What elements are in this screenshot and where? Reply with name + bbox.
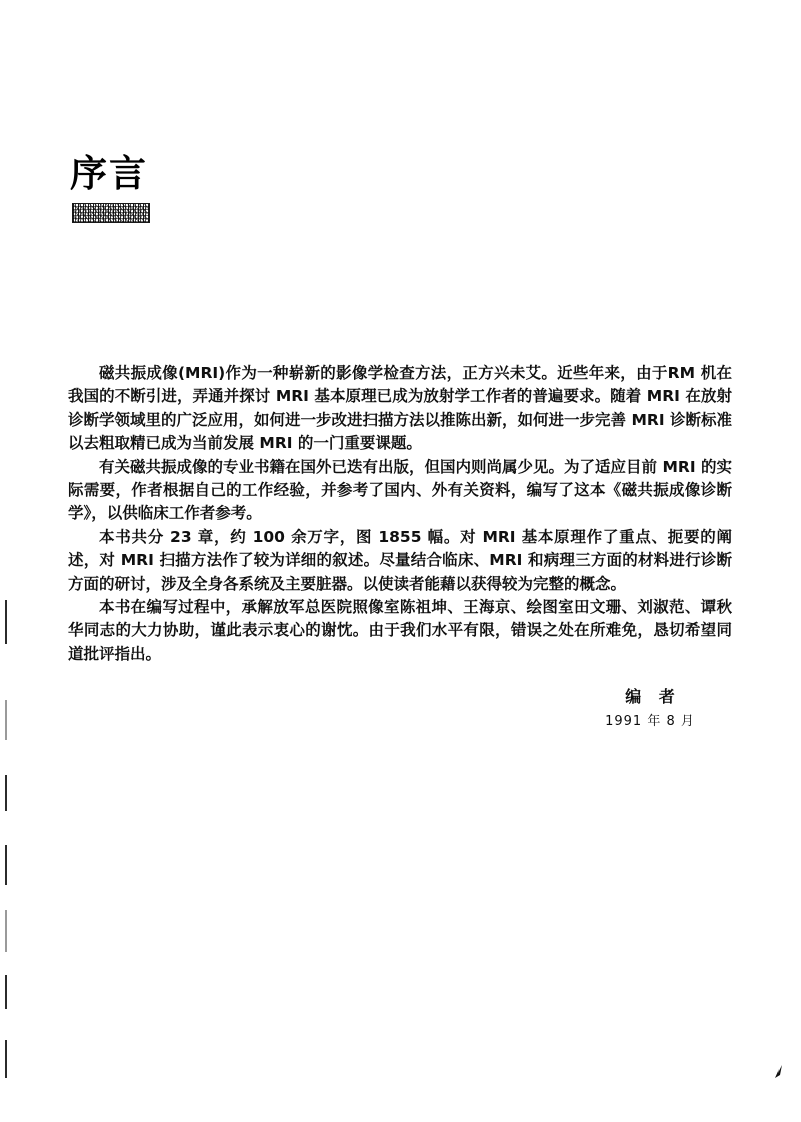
margin-mark-5 xyxy=(5,910,7,952)
signature-author: 编 者 xyxy=(625,687,681,706)
margin-mark-1 xyxy=(5,600,7,644)
paragraph-3: 本书共分 23 章，约 100 余万字，图 1855 幅。对 MRI 基本原理作了重点、扼要的阐述，对 MRI 扫描方法作了较为详细的叙述。尽量结合临床、MRI 和病理三方面的材料进行诊断方面的研讨，涉及全身各系统及主要脏器。以使读者能藉以获得较为完整的概念。 xyxy=(68,527,732,593)
speck-icon xyxy=(774,1065,783,1079)
page-title: 序言 xyxy=(70,152,148,195)
preface-body xyxy=(68,362,732,666)
margin-mark-7 xyxy=(5,1040,7,1078)
margin-mark-4 xyxy=(5,845,7,885)
signature-date: 1991 年 8 月 xyxy=(605,714,695,729)
margin-mark-3 xyxy=(5,775,7,811)
title-block xyxy=(70,152,330,196)
margin-mark-6 xyxy=(5,975,7,1009)
scanned-stamp-artifact xyxy=(72,203,150,223)
signature-block xyxy=(560,686,740,732)
paragraph-1: 磁共振成像(MRI)作为一种崭新的影像学检查方法，正方兴未艾。近些年来，由于RM 机在我国的不断引进，弄通并探讨 MRI 基本原理已成为放射学工作者的普遍要求。随着 MRI 在放射诊断学领域里的广泛应用，如何进一步改进扫描方法以推陈出新，如何进一步完善 MRI 诊断标准以去粗取精已成为当前发展 MRI 的一门重要课题。 xyxy=(68,364,732,453)
margin-mark-2 xyxy=(5,700,7,740)
paragraph-4: 本书在编写过程中，承解放军总医院照像室陈祖坤、王海京、绘图室田文珊、刘淑范、谭秋华同志的大力协助，谨此表示衷心的谢忱。由于我们水平有限，错误之处在所难免，恳切希望同道批评指出。 xyxy=(68,598,732,663)
paragraph-2: 有关磁共振成像的专业书籍在国外已迭有出版，但国内则尚属少见。为了适应目前 MRI 的实际需要，作者根据自己的工作经验，并参考了国内、外有关资料，编写了这本《磁共振成像诊断学》，以供临床工作者参考。 xyxy=(68,457,732,523)
corner-speck-artifact xyxy=(774,1064,783,1078)
